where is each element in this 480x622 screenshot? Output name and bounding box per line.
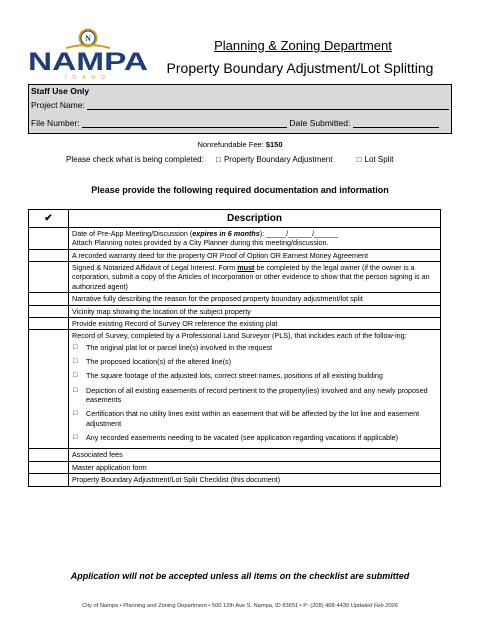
list-item: □ The original plat lot or parcel line(s) involved in the request (73, 342, 273, 352)
date-submitted-label: Date Submitted: (289, 118, 351, 128)
check-cell[interactable] (29, 461, 69, 473)
option-boundary-adjustment[interactable] (216, 155, 335, 164)
survey-items-list (72, 343, 437, 443)
submission-warning: Application will not be accepted unless all items on the checklist are submitted (70, 571, 410, 581)
row-description: Property Boundary Adjustment/Lot Split Checklist (this document) (69, 474, 441, 486)
completion-type-row (66, 155, 393, 164)
list-item: □ Any recorded easements needing to be vacated (see application regarding vacations if applicable) (73, 433, 399, 443)
check-cell[interactable] (29, 305, 69, 317)
form-title: Property Boundary Adjustment/Lot Splitting (166, 60, 434, 76)
nampa-seal-icon (66, 29, 110, 49)
checkbox-icon[interactable]: □ (216, 155, 221, 164)
check-cell[interactable] (29, 449, 69, 461)
row-description: Vicinity map showing the location of the subject property (69, 305, 441, 317)
footer-contact: City of Nampa • Planning and Zoning Department • 500 12th Ave S. Nampa, ID 83651 • P: (208) 468-4430 (82, 603, 350, 609)
table-row (29, 330, 441, 449)
table-row (29, 262, 441, 293)
option-boundary-adjustment-label: Property Boundary Adjustment (223, 155, 333, 164)
table-row (29, 228, 441, 250)
option-lot-split-label: Lot Split (364, 155, 394, 164)
footer-updated: Updated Feb 2026 (350, 603, 398, 609)
pre-app-text: Date of Pre-App Meeting/Discussion ( (72, 229, 193, 238)
check-cell[interactable] (29, 262, 69, 293)
checkbox-icon[interactable]: □ (73, 434, 78, 442)
file-number-field[interactable] (82, 119, 287, 128)
checkbox-icon[interactable]: □ (356, 155, 362, 164)
table-row (29, 249, 441, 261)
check-cell[interactable] (29, 228, 69, 250)
fee-label: Nonrefundable Fee: (197, 140, 264, 149)
table-row (29, 449, 441, 461)
staff-use-title: Staff Use Only (31, 86, 90, 96)
table-row (29, 474, 441, 486)
row-description: Associated fees (69, 449, 441, 461)
department-title: Planning & Zoning Department (214, 38, 392, 53)
checkmark-header-icon: ✔ (29, 210, 69, 228)
description-header: Description (69, 210, 441, 228)
table-header-row (29, 210, 441, 228)
table-row (29, 293, 441, 305)
checkbox-icon[interactable]: □ (73, 343, 78, 351)
affidavit-text: Signed & Notarized Affidavit of Legal Interest. Form (72, 263, 238, 273)
list-item: □ Certification that no utility lines exist within an easement that will be affected by the lot line and easement adjustment (73, 409, 420, 428)
table-row (29, 461, 441, 473)
svg-text:N: N (85, 34, 91, 43)
pre-app-date-blanks[interactable]: ): _____/______/______ (259, 229, 339, 238)
project-name-label: Project Name: (31, 100, 85, 110)
checkbox-icon[interactable]: □ (73, 372, 78, 380)
project-name-field[interactable] (87, 101, 449, 110)
option-lot-split[interactable] (357, 155, 394, 164)
check-cell[interactable] (29, 293, 69, 305)
row-description: Provide existing Record of Survey OR reference the existing plat (69, 317, 441, 329)
file-number-label: File Number: (31, 118, 80, 128)
check-cell[interactable] (29, 474, 69, 486)
completion-prompt: Please check what is being completed: (66, 155, 204, 164)
checkbox-icon[interactable]: □ (73, 386, 78, 394)
row-description: A recorded warranty deed for the property OR Proof of Option OR Earnest Money Agreement (69, 249, 441, 261)
fee-amount: $150 (265, 140, 283, 149)
row-description (69, 262, 441, 293)
file-number-row (31, 118, 439, 128)
date-submitted-field[interactable] (353, 119, 439, 128)
survey-text: Record of Survey, completed by a Professional Land Surveyor (PLS), that includes each of the follow-ing: (72, 331, 407, 341)
list-item: □ The proposed location(s) of the altered line(s) (73, 356, 232, 366)
pre-app-notes-text: Attach Planning notes provided by a City Planner during this meeting/discussion. (72, 238, 329, 248)
page-footer (0, 603, 480, 609)
check-cell[interactable] (29, 330, 69, 449)
fee-line (0, 140, 480, 149)
checkbox-icon[interactable]: □ (73, 357, 78, 365)
required-docs-heading: Please provide the following required documentation and information (91, 185, 389, 195)
checklist-table (28, 209, 441, 487)
affidavit-text-rest: be completed by the legal owner (if the owner is a corporation, submit a copy of the Articles of Incorporation or other evidence to show that the person signing is an authorized agent) (72, 263, 430, 291)
table-row (29, 317, 441, 329)
checkbox-icon[interactable]: □ (73, 410, 78, 418)
row-description: Narrative fully describing the reason for the proposed property boundary adjustment/lot split (69, 293, 441, 305)
nampa-logo (26, 28, 150, 82)
row-description (69, 228, 441, 250)
check-cell[interactable] (29, 249, 69, 261)
logo-subtext: IDAHO (65, 75, 111, 81)
row-description (69, 330, 441, 449)
list-item: □ Depiction of all existing easements of record pertinent to the property(ies) involved and any newly proposed easements (73, 385, 428, 405)
pre-app-expiry: expires in 6 months (192, 229, 260, 238)
list-item: □ The square footage of the adjusted lots, correct street names, positions of all existing building (73, 371, 383, 381)
affidavit-must: must (237, 263, 255, 273)
row-description: Master application form (69, 461, 441, 473)
logo-wordmark: NAMPA (28, 48, 148, 76)
staff-use-box (28, 84, 452, 134)
project-name-row (31, 100, 449, 110)
table-row (29, 305, 441, 317)
check-cell[interactable] (29, 317, 69, 329)
